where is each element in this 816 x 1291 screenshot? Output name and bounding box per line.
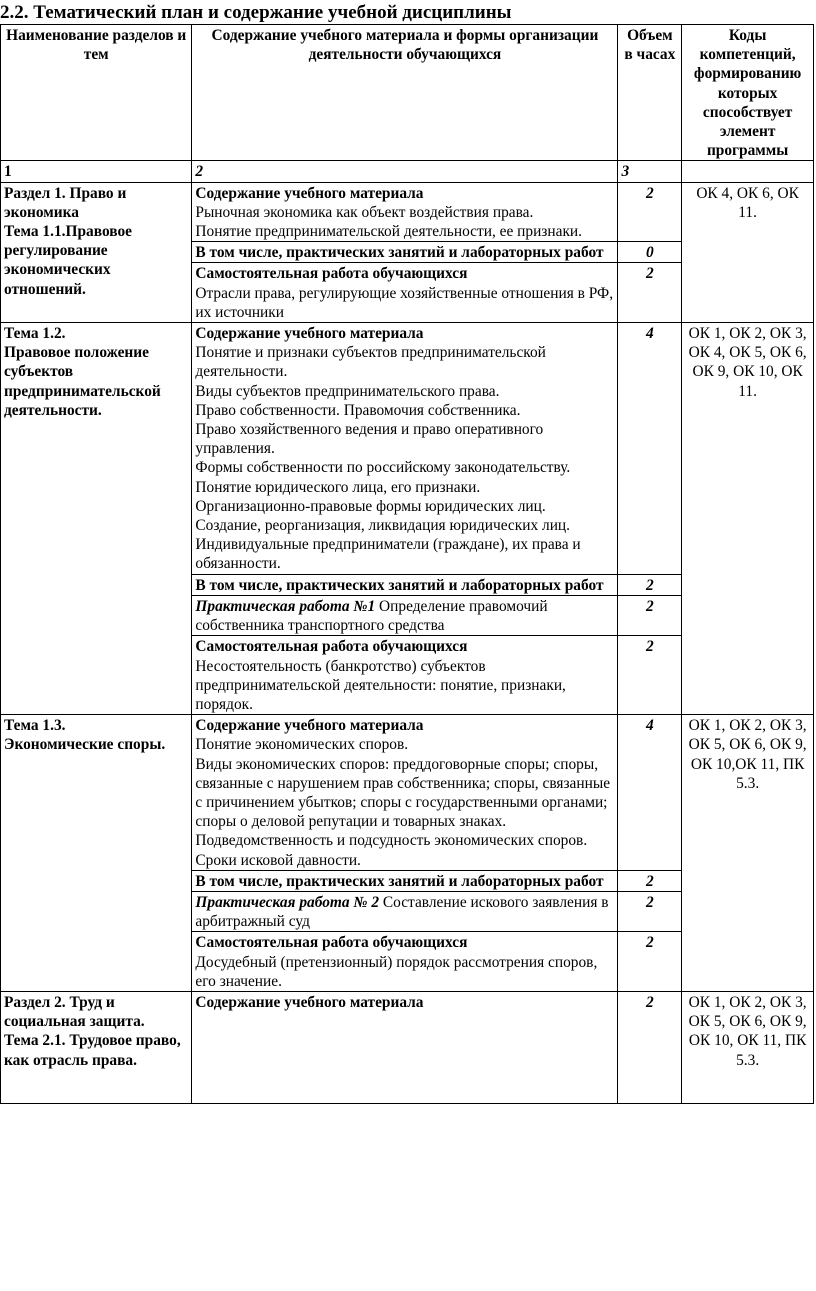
column-number-2: 2 [192,161,618,182]
content-cell [192,182,618,242]
topic-2-1-name [1,991,192,1103]
hours-cell: 2 [618,574,682,595]
topic-number: Тема 1.3. [4,717,66,735]
content-line: Понятие экономических споров. [195,736,409,754]
hours-cell: 2 [618,891,682,931]
thematic-plan-table [0,24,814,1104]
content-line: Виды субъектов предпринимательского права. [195,382,500,400]
self-work-cell [192,636,618,715]
topic-title: Правовое положение субъектов предпринимательской деятельности. [4,344,161,419]
header-hours: Объем в часах [618,25,682,161]
content-line: Право хозяйственного ведения и право оперативного управления. [195,421,544,458]
header-codes: Коды компетенций, формированию которых способствует элемент программы [682,25,814,161]
topic-1-2-name [1,323,192,715]
practical-work-cell [192,891,618,931]
content-line: Создание, реорганизация, ликвидация юридических лиц. [195,517,571,535]
page-title: 2.2. Тематический план и содержание учебной дисциплины [0,2,512,23]
content-line: Виды экономических споров: преддоговорные споры; споры, связанные с нарушением прав собственника; споры, связанные с причинением убытков; споры с государственными органами; споры о деловой репутации и товарных знаках. [195,755,611,831]
table-row [1,182,814,242]
topic-title: Тема 2.1. Трудовое право, как отрасль права. [4,1032,181,1069]
section-title: Раздел 1. Право и экономика [4,184,127,221]
table-header-row [1,25,814,161]
topic-title: Экономические споры. [4,736,166,754]
practical-work-cell [192,595,618,635]
hours-cell: 2 [618,595,682,635]
table-row [1,991,814,1103]
self-work-header: Самостоятельная работа обучающихся [195,265,468,283]
header-content: Содержание учебного материала и формы организации деятельности обучающихся [192,25,618,161]
self-work-header: Самостоятельная работа обучающихся [195,638,468,656]
content-line: Индивидуальные предприниматели (граждане), их права и обязанности. [195,536,581,573]
self-work-cell [192,263,618,323]
practical-work-text: Составление искового заявления в арбитражный суд [195,893,609,931]
hours-cell: 2 [618,870,682,891]
competence-codes: ОК 1, ОК 2, ОК 3, ОК 4, ОК 5, ОК 6, ОК 9, ОК 10, ОК 11. [682,323,814,715]
content-line: Понятие юридического лица, его признаки. [195,478,481,496]
column-number-1: 1 [1,161,192,182]
hours-cell: 2 [618,932,682,992]
table-row [1,323,814,575]
content-header: Содержание учебного материала [195,184,424,202]
column-number-4-empty [682,161,814,182]
competence-codes: ОК 1, ОК 2, ОК 3, ОК 5, ОК 6, ОК 9, ОК 10,ОК 11, ПК 5.3. [682,715,814,992]
self-work-header: Самостоятельная работа обучающихся [195,934,468,952]
column-number-3: 3 [618,161,682,182]
hours-cell: 2 [618,263,682,323]
content-cell [192,715,618,871]
content-cell [192,323,618,575]
topic-1-1-name [1,182,192,322]
content-line: Понятие и признаки субъектов предпринимательской деятельности. [195,344,546,381]
column-numbers-row [1,161,814,182]
hours-cell: 2 [618,636,682,715]
hours-cell: 2 [618,991,682,1103]
topic-title: Тема 1.1.Правовое регулирование экономических отношений. [4,223,132,298]
content-line: Право собственности. Правомочия собственника. [195,401,521,419]
header-sections: Наименование разделов и тем [1,25,192,161]
content-header: Содержание учебного материала [195,325,424,343]
practical-work-label: Практическая работа № 2 [195,893,380,911]
self-work-cell [192,932,618,992]
self-work-text: Досудебный (претензионный) порядок рассмотрения споров, его значение. [195,953,598,990]
table-row [1,715,814,871]
hours-cell: 4 [618,323,682,575]
content-line: Сроки исковой давности. [195,851,361,869]
topic-number: Тема 1.2. [4,325,66,343]
content-line: Формы собственности по российскому законодательству. [195,459,571,477]
practice-header: В том числе, практических занятий и лабораторных работ [192,870,618,891]
practical-work-label: Практическая работа №1 [195,597,376,615]
content-header: Содержание учебного материала [195,717,424,735]
practice-header: В том числе, практических занятий и лабораторных работ [192,574,618,595]
self-work-text: Отрасли права, регулирующие хозяйственные отношения в РФ, их источники [195,284,614,321]
practical-work-text: Определение правомочий собственника транспортного средства [195,597,548,635]
competence-codes: ОК 1, ОК 2, ОК 3, ОК 5, ОК 6, ОК 9, ОК 10, ОК 11, ПК 5.3. [682,991,814,1103]
competence-codes: ОК 4, ОК 6, ОК 11. [682,182,814,322]
section-title: Раздел 2. Труд и социальная защита. [4,993,145,1031]
hours-cell: 2 [618,182,682,242]
content-header: Содержание учебного материала [195,993,424,1011]
topic-1-3-name [1,715,192,992]
content-cell [192,991,618,1103]
hours-cell: 4 [618,715,682,871]
content-line: Организационно-правовые формы юридических лиц. [195,497,546,515]
content-line: Рыночная экономика как объект воздействия права. [195,203,534,221]
content-line: Подведомственность и подсудность экономических споров. [195,832,588,850]
hours-cell: 0 [618,242,682,263]
practice-header: В том числе, практических занятий и лабораторных работ [192,242,618,263]
content-line: Понятие предпринимательской деятельности, ее признаки. [195,223,583,241]
self-work-text: Несостоятельность (банкротство) субъектов предпринимательской деятельности: понятие, признаки, порядок. [195,657,566,713]
